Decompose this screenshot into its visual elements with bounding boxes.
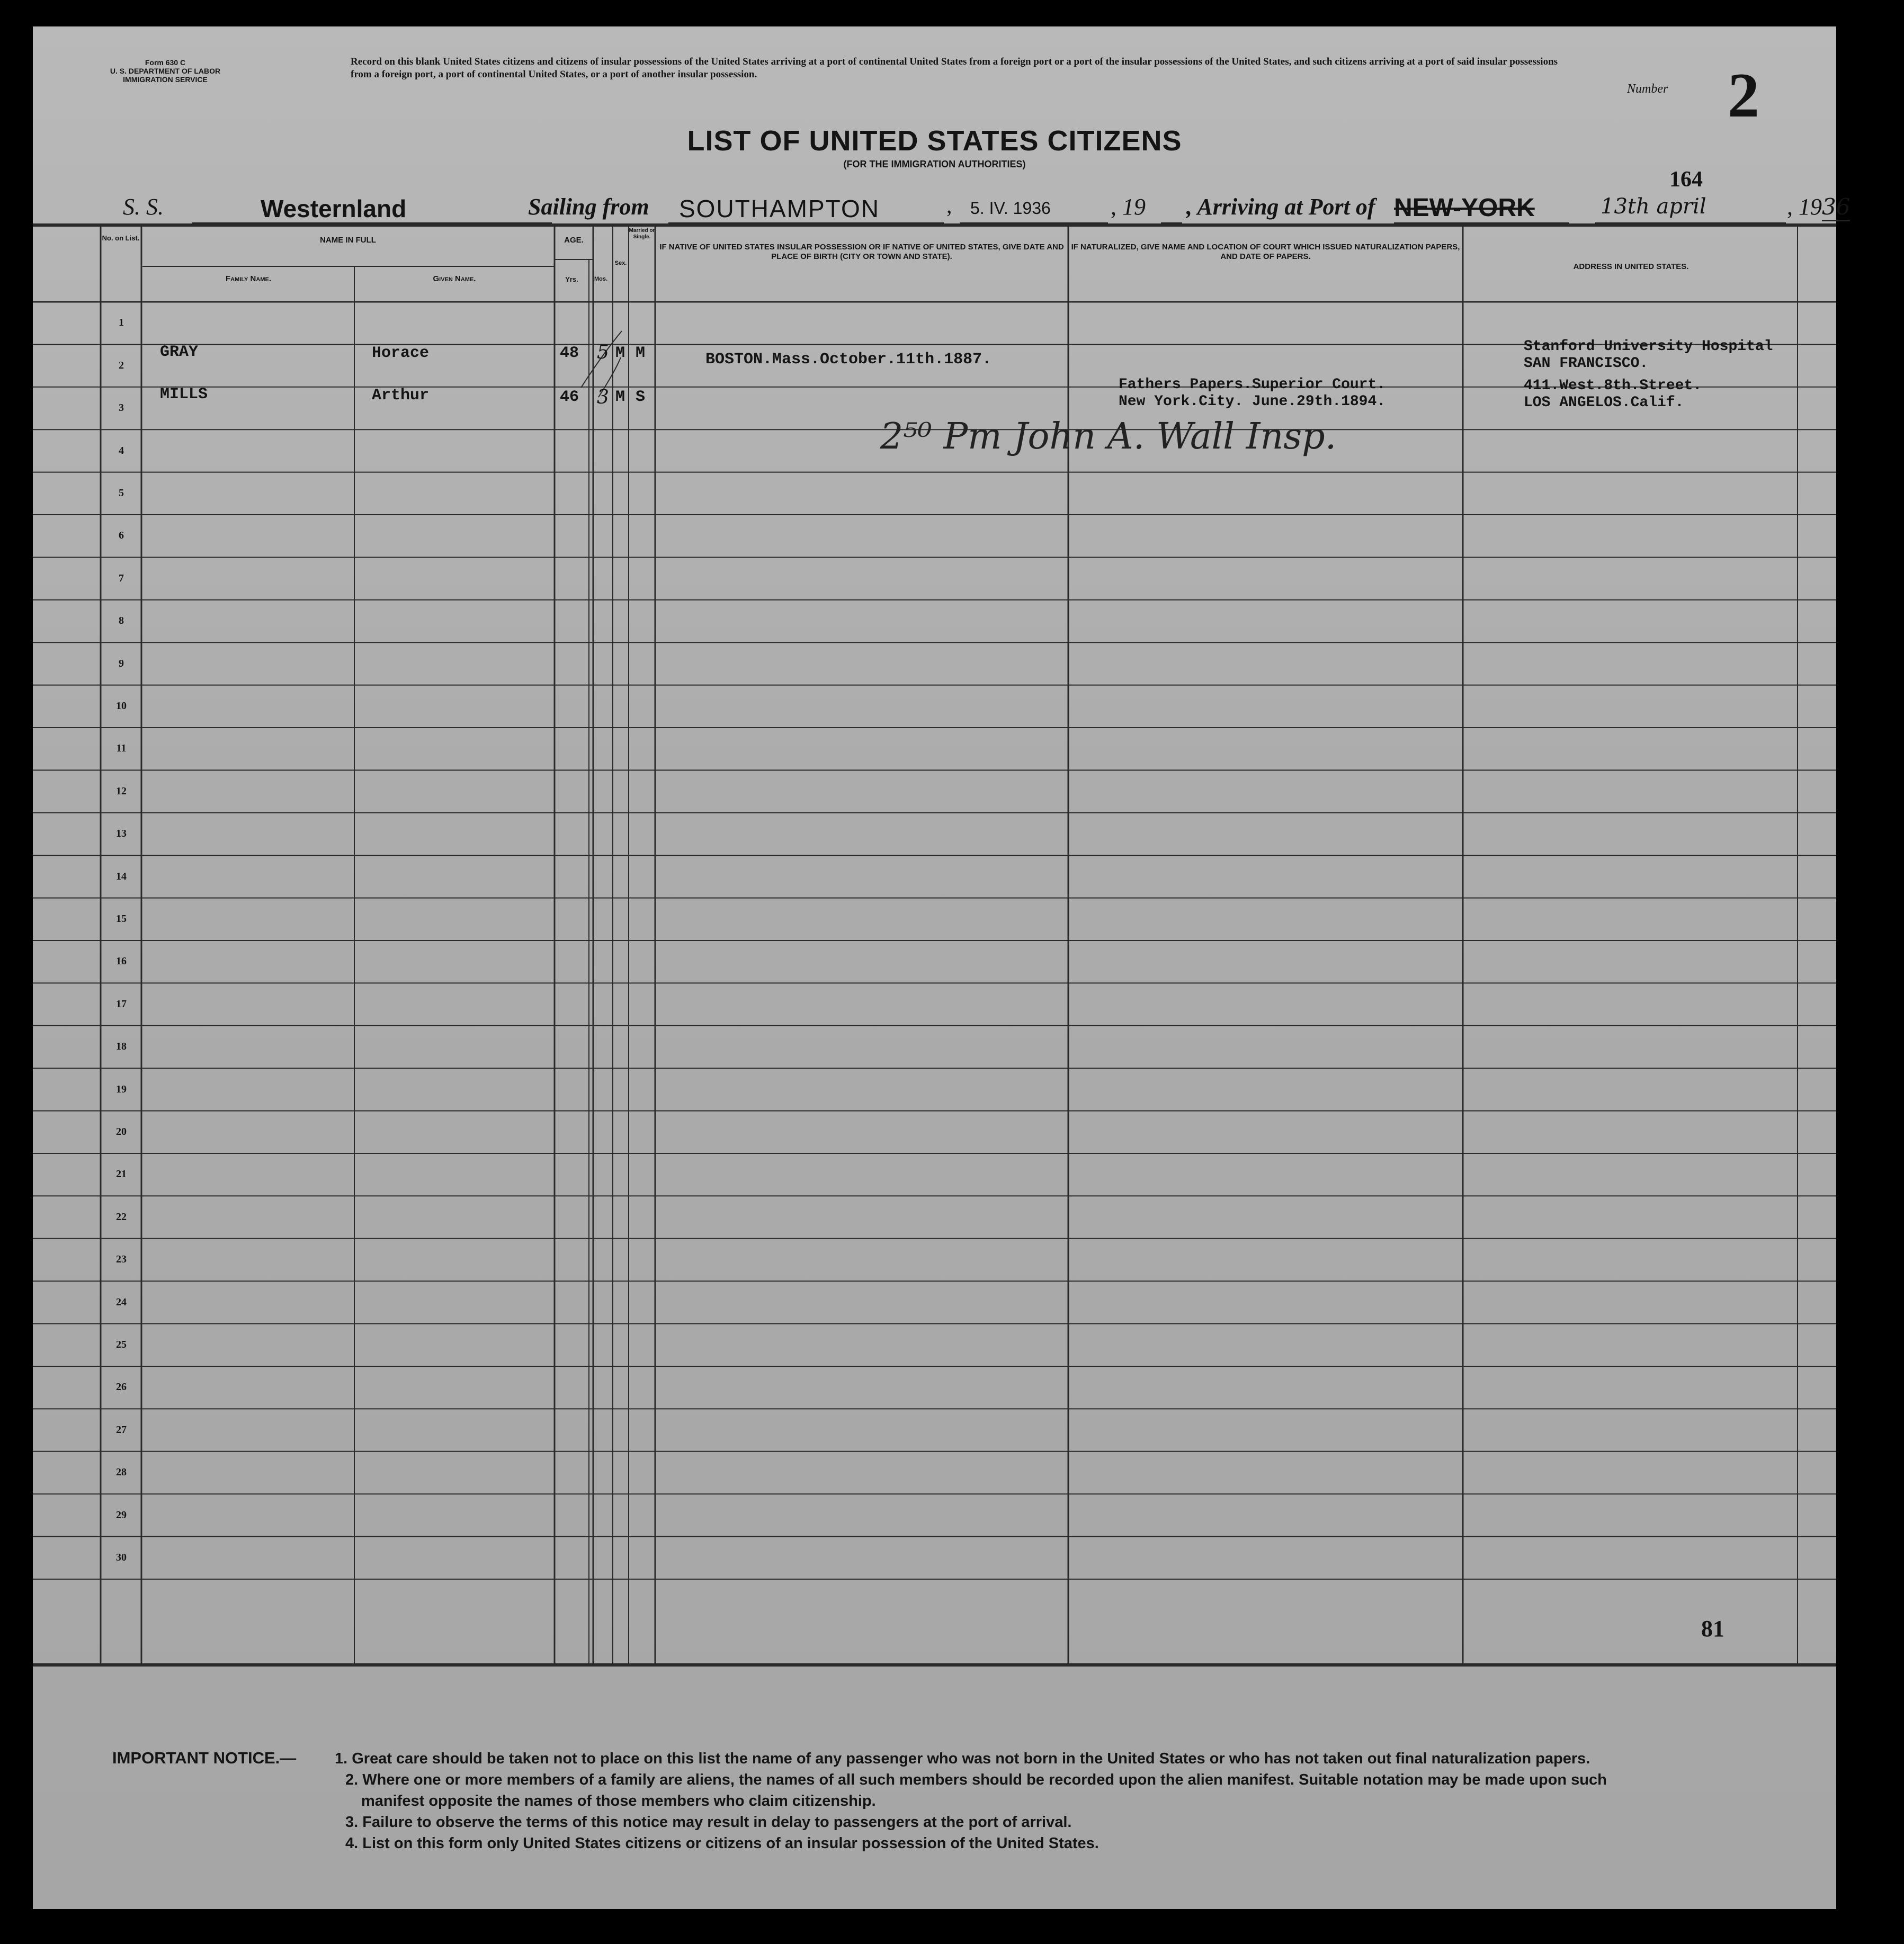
col-married: Married or Single. <box>629 228 655 240</box>
row2-yrs: 46 <box>560 388 579 406</box>
col-family-name: Family Name. <box>226 274 271 283</box>
notice-item-2: 2. Where one or more members of a family are aliens, the names of all such members should be recorded upon the alien manifest. Suitable notation may be made upon such <box>345 1771 1607 1788</box>
col-name-in-full: NAME IN FULL <box>320 236 376 245</box>
record-instruction: Record on this blank United States citizens and citizens of insular possessions of the United States arriving at a port of continental United States from a foreign port or a port of the insular possessions of the United States, and such citizens arriving at a port of said insular possessions from a foreign port, a port of continental United States, or a port of another insular possession. <box>351 56 1558 80</box>
notice-item-3: 3. Failure to observe the terms of this notice may result in delay to passengers at the port of arrival. <box>345 1814 1072 1831</box>
sailing-label: Sailing from <box>528 194 649 220</box>
notice-item-2-continued: manifest opposite the names of those members who claim citizenship. <box>361 1793 876 1809</box>
row2-sex: M <box>615 388 625 406</box>
row-number: 23 <box>116 1253 127 1266</box>
col-yrs: Yrs. <box>565 275 578 283</box>
arrival-year: 36 <box>1822 194 1850 221</box>
col-birth: IF NATIVE OF UNITED STATES INSULAR POSSESSION OR IF NATIVE OF UNITED STATES, GIVE DATE AND PLACE OF BIRTH (CITY OR TOWN AND STATE). <box>659 243 1064 261</box>
page-total: 81 <box>1701 1616 1724 1642</box>
row2-married: S <box>636 388 646 406</box>
page-title: LIST OF UNITED STATES CITIZENS <box>687 125 1182 157</box>
row2-address-line2: LOS ANGELOS.Calif. <box>1524 395 1684 411</box>
row-number: 2 <box>119 359 124 371</box>
col-address: ADDRESS IN UNITED STATES. <box>1573 262 1689 271</box>
col-given-name: Given Name. <box>433 274 476 283</box>
col-naturalized: IF NATURALIZED, GIVE NAME AND LOCATION OF COURT WHICH ISSUED NATURALIZATION PAPERS, AND DATE OF PAPERS. <box>1071 243 1460 261</box>
row-number: 7 <box>119 572 124 584</box>
sailing-port: SOUTHAMPTON <box>679 195 880 222</box>
row-number: 4 <box>119 444 124 456</box>
row2-naturalized-line1: Fathers Papers.Superior Court. <box>1119 377 1386 393</box>
row-number: 19 <box>116 1083 127 1095</box>
row2-family: MILLS <box>160 386 208 404</box>
sailing-port-line <box>668 193 944 224</box>
arriving-label: Arriving at Port of <box>1197 194 1375 220</box>
row1-given: Horace <box>372 344 430 362</box>
row-number: 20 <box>116 1126 127 1137</box>
row-number: 16 <box>116 955 127 967</box>
row-number: 3 <box>119 402 124 414</box>
row1-sex: M <box>615 344 625 362</box>
notice-item-4: 4. List on this form only United States citizens or citizens of an insular possession of the United States. <box>345 1835 1099 1852</box>
row-number: 27 <box>116 1423 127 1436</box>
row-number: 8 <box>119 615 124 627</box>
row-number: 1 <box>119 317 124 329</box>
col-mos: Mos. <box>594 276 608 282</box>
row-number: 30 <box>116 1552 127 1563</box>
col-sex: Sex. <box>614 260 627 266</box>
notice-item-1: 1. Great care should be taken not to place on this list the name of any passenger who was not born in the United States or who has not taken out final naturalization papers. <box>335 1750 1590 1767</box>
form-identifier: Form 630 C U. S. DEPARTMENT OF LABOR IMMIGRATION SERVICE <box>110 58 221 84</box>
row-number: 28 <box>116 1466 127 1479</box>
arrival-date-line <box>1595 193 1786 224</box>
col-age: AGE. <box>564 236 584 245</box>
row2-address-line1: 411.West.8th.Street. <box>1524 378 1702 394</box>
row1-address-line1: Stanford University Hospital <box>1524 338 1773 355</box>
row2-mos: 3 <box>597 387 609 408</box>
row2-given: Arthur <box>372 387 430 405</box>
inspector-annotation: 2⁵⁰ Pm John A. Wall Insp. <box>880 416 1337 458</box>
row-number: 15 <box>116 913 127 925</box>
number-label: Number <box>1627 82 1668 96</box>
important-notice <box>112 1748 1834 1854</box>
row-number: 18 <box>116 1041 127 1053</box>
row-number: 21 <box>116 1168 127 1180</box>
row-number: 11 <box>116 742 127 755</box>
row-number: 25 <box>116 1339 127 1350</box>
row-number: 29 <box>116 1509 127 1521</box>
row1-married: M <box>636 344 646 362</box>
row2-naturalized-line2: New York.City. June.29th.1894. <box>1119 393 1386 410</box>
row1-family: GRAY <box>160 343 199 361</box>
row-number: 26 <box>116 1381 127 1393</box>
list-number: 2 <box>1728 60 1759 130</box>
manifest-sheet: Form 630 C U. S. DEPARTMENT OF LABOR IMMIGRATION SERVICE Record on this blank United States citizens and citizens of insular possessions of the United States arriving at a port of continental United States from a foreign port or a port of the insular possessions of the United States, and such citizens arriving at a port of said insular possessions from a foreign port, a port of continental United States, or a port of another insular possession. Number 2 LIST OF UNITED STATES CITIZENS (FOR THE IMMIGRATION AUTHORITIES) 164 S. S. Westernland Sailing from SOUTHAMPTON , 5. IV. 1936 , 19 , Arriving at Port of NEW-YORK 13th april , 1936 No. on List. NAME IN FULL Family Name. Given Name. AGE. Yrs. Mos. Sex. Married or Single. IF NATIVE OF UNITED STATES INSULAR POSSESSION OR IF NATIVE OF UNITED STATES, GIVE DATE AND PLACE OF BIRTH (CITY OR TOWN AND STATE). IF NATURALIZED, GIVE NAME AND LOCATION OF COURT WHICH ISSUED NATURALIZATION PAPERS, AND DATE OF PAPERS. ADDRESS IN UNITED STATES. 1 2 3 4 5 6 7 8 9 10 11 12 13 14 15 16 17 18 19 20 21 22 23 24 25 26 27 28 29 30 GRAY Horace 48 5 M M BOSTON.Mass.October.11th.1887. Stanford University Hospital SAN FRANCISCO. MILLS Arthur 46 3 M S Fathers Papers.Superior Court. New York.City. June.29th.1894. 411.West.8th.Street. LOS ANGELOS.Calif. 2⁵⁰ Pm John A. Wall Insp. 81 IMPORTANT NOTICE.— 1. Great care should be taken not to place on this list the name of any passenger who was not born in the United States or who has not taken out final naturalization papers. 2. Where one or more members of a family are aliens, the names of all such members should be recorded upon the alien manifest. Suitable notation may be made upon such manifest opposite the names of those members who claim citizenship. 3. Failure to observe the terms of this notice may result in delay to passengers at the port of arrival. 4. List on this form only United States citizens or citizens of an insular possession of the United States. <box>33 26 1836 1909</box>
ss-label: S. S. <box>123 194 164 220</box>
row-number: 6 <box>119 530 124 542</box>
sailing-date-line <box>960 193 1108 224</box>
row-number: 22 <box>116 1211 127 1223</box>
row-number: 5 <box>119 487 124 499</box>
row1-yrs: 48 <box>560 344 579 362</box>
col-no: No. on List. <box>102 234 140 242</box>
row-number: 13 <box>116 828 127 840</box>
manifest-grid <box>33 26 1836 1909</box>
ship-name: Westernland <box>261 195 407 222</box>
row-number: 10 <box>116 700 127 712</box>
row1-birth: BOSTON.Mass.October.11th.1887. <box>705 351 992 369</box>
ship-line <box>192 193 552 224</box>
row-number: 14 <box>116 870 127 882</box>
year-prefix: 19 <box>1122 194 1146 220</box>
page-subtitle: (FOR THE IMMIGRATION AUTHORITIES) <box>843 159 1026 169</box>
row1-mos: 5 <box>597 342 609 363</box>
row-number: 12 <box>116 785 127 797</box>
row-number: 17 <box>116 998 127 1010</box>
arrival-port: NEW-YORK <box>1394 194 1535 222</box>
sailing-date: 5. IV. 1936 <box>970 199 1051 218</box>
arrival-date: 13th april <box>1601 194 1706 219</box>
row-number: 9 <box>119 657 124 669</box>
row-number: 24 <box>116 1296 127 1308</box>
page-number-stamp: 164 <box>1669 167 1703 192</box>
notice-label: IMPORTANT NOTICE.— <box>112 1749 297 1767</box>
row1-address-line2: SAN FRANCISCO. <box>1524 355 1649 372</box>
arrival-port-line <box>1394 193 1569 224</box>
